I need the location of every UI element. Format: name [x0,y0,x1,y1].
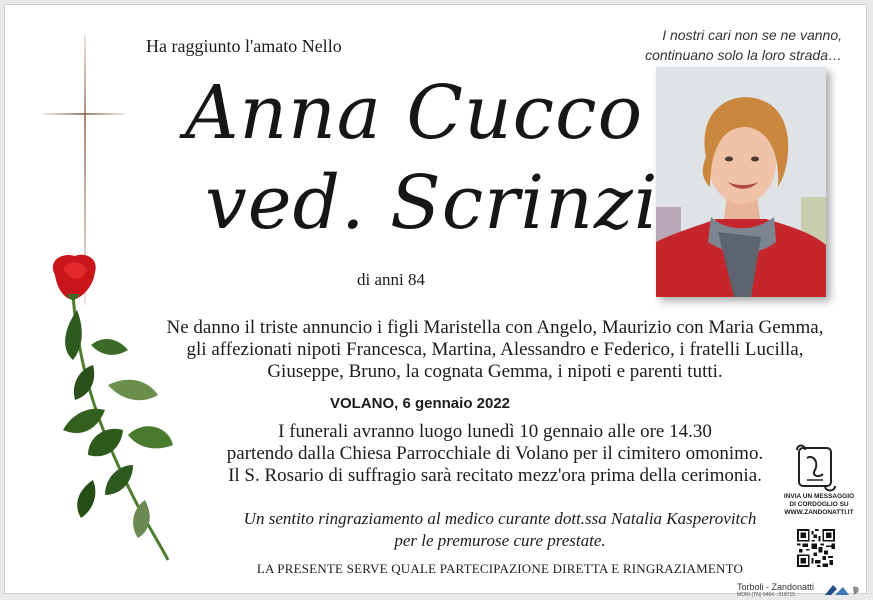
thanks-line-2: per le premurose cure prestate. [394,531,606,550]
age: di anni 84 [357,270,425,289]
company-name: Torboli - Zandonatti [737,582,815,592]
qr-code-icon[interactable] [797,529,835,567]
funeral-line-2: partendo dalla Chiesa Parrocchiale di Volano per il cimitero omonimo. [226,443,764,464]
funeral-line-3: Il S. Rosario di suffragio sarà recitato mezz'ora prima della cerimonia. [228,465,762,486]
deceased-name: Anna Cucco [185,70,644,156]
condolence-link[interactable] [780,493,858,517]
thanks-line-1: Un sentito ringraziamento al medico curante dott.ssa Natalia Kasperovitch [243,509,757,528]
portrait-photo [656,67,826,297]
announcement-line-2: gli affezionati nipoti Francesca, Martina, Alessandro e Federico, i fratelli Lucilla, [186,339,804,360]
company-logo-icon [823,583,863,597]
condolence-line-2: DI CORDOGLIO SU [789,501,849,508]
quote [592,25,842,65]
condolence-line-1: INVIA UN MESSAGGIO [783,493,855,500]
quote-line-1: I nostri cari non se ne vanno, [662,27,842,43]
announcement-line-1: Ne danno il triste annuncio i figli Maristella con Angelo, Maurizio con Maria Gemma, [166,317,824,338]
quote-line-2: continuano solo la loro strada… [645,47,842,63]
announcement-line-3: Giuseppe, Bruno, la cognata Gemma, i nipoti e parenti tutti. [267,361,723,382]
place-date: VOLANO, 6 gennaio 2022 [329,395,511,412]
condolence-scroll-icon[interactable] [793,442,839,492]
notice-text: LA PRESENTE SERVE QUALE PARTECIPAZIONE DIRETTA E RINGRAZIAMENTO [256,561,744,576]
funeral-info [205,421,785,487]
announcement [155,317,835,383]
funeral-line-1: I funerali avranno luogo lunedì 10 gennaio alle ore 14.30 [278,421,712,442]
obituary-notice [4,4,867,598]
condolence-line-3: WWW.ZANDONATTI.IT [784,509,854,516]
company-details: MORI (TN) 0464 - 918715 [737,592,796,598]
deceased-widow-name: ved. Scrinzi [205,160,659,246]
thanks [235,508,765,552]
intro-text: Ha raggiunto l'amato Nello [146,36,342,56]
